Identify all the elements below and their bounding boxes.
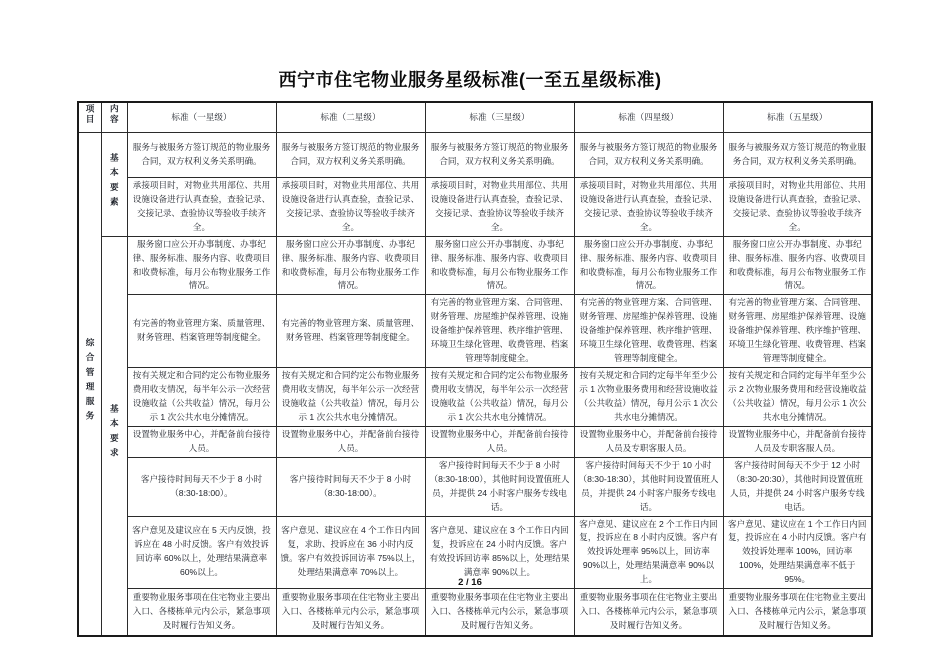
standard-cell: 按有关规定和合同约定每半年至少公示 1 次物业服务费用和经营设施收益（公共收益）情况，每月公示 1 次公共水电分摊情况。 <box>574 367 723 426</box>
standard-cell: 客户意见、建议应在 3 个工作日内回复，投诉应在 24 小时内反馈。客户有效投诉回访率 85%以上，处理结果满意率 90%以上。 <box>425 516 574 589</box>
section-label-basic-requirements: 基本要求 <box>109 403 120 463</box>
table-row <box>78 236 872 295</box>
table-row <box>78 426 872 457</box>
standard-cell: 承接项目时，对物业共用部位、共用设施设备进行认真查验，查验记录、交接记录、查验协议等验收手续齐全。 <box>127 178 276 237</box>
header-content-label: 内容 <box>109 104 120 126</box>
header-project <box>78 102 101 133</box>
standard-cell: 服务与被服务双方签订规范的物业服务合同，双方权利义务关系明确。 <box>723 133 872 178</box>
header-star-4: 标准（四星级） <box>574 102 723 133</box>
header-star-2: 标准（二星级） <box>276 102 425 133</box>
standard-cell: 承接项目时，对物业共用部位、共用设施设备进行认真查验，查验记录、交接记录、查验协议等验收手续齐全。 <box>723 178 872 237</box>
standard-cell: 按有关规定和合同约定公布物业服务费用收支情况，每半年公示一次经营设施收益（公共收益）情况，每月公示 1 次公共水电分摊情况。 <box>127 367 276 426</box>
page-number: 2 / 16 <box>458 577 482 588</box>
standard-cell: 服务窗口应公开办事制度、办事纪律、服务标准、服务内容、收费项目和收费标准，每月公布物业服务工作情况。 <box>574 236 723 295</box>
table-row <box>78 589 872 636</box>
standard-cell: 客户接待时间每天不少于 10 小时（8:30-18:30），其他时间设置值班人员，并提供 24 小时客户服务专线电话。 <box>574 457 723 516</box>
standard-cell: 重要物业服务事项在住宅物业主要出入口、各楼栋单元内公示，紧急事项及时履行告知义务。 <box>276 589 425 636</box>
standard-cell: 承接项目时，对物业共用部位、共用设施设备进行认真查验，查验记录、交接记录、查验协议等验收手续齐全。 <box>574 178 723 237</box>
standard-cell: 服务窗口应公开办事制度、办事纪律、服务标准、服务内容、收费项目和收费标准，每月公布物业服务工作情况。 <box>425 236 574 295</box>
section-cell <box>101 236 127 635</box>
header-row <box>78 102 872 133</box>
standard-cell: 服务与被服务方签订规范的物业服务合同，双方权利义务关系明确。 <box>425 133 574 178</box>
standard-cell: 有完善的物业管理方案、合同管理、财务管理、房屋维护保养管理、设施设备维护保养管理、秩序维护管理、环境卫生绿化管理、收费管理、档案管理等制度健全。 <box>425 295 574 368</box>
standard-cell: 服务与被服务方签订规范的物业服务合同，双方权利义务关系明确。 <box>574 133 723 178</box>
standard-cell: 服务窗口应公开办事制度、办事纪律、服务标准、服务内容、收费项目和收费标准，每月公布物业服务工作情况。 <box>723 236 872 295</box>
header-star-5: 标准（五星级） <box>723 102 872 133</box>
standard-cell: 客户接待时间每天不少于 8 小时（8:30-18:00），其他时间设置值班人员，并提供 24 小时客户服务专线电话。 <box>425 457 574 516</box>
document-title: 西宁市住宅物业服务星级标准(一至五星级标准) <box>278 70 662 90</box>
standard-cell: 客户意见、建议应在 2 个工作日内回复，投诉应在 8 小时内反馈。客户有效投诉处理率 95%以上，回访率 90%以上，处理结果满意率 90%以上。 <box>574 516 723 589</box>
standard-cell: 服务窗口应公开办事制度、办事纪律、服务标准、服务内容、收费项目和收费标准，每月公布物业服务工作情况。 <box>127 236 276 295</box>
standard-cell: 服务窗口应公开办事制度、办事纪律、服务标准、服务内容、收费项目和收费标准，每月公布物业服务工作情况。 <box>276 236 425 295</box>
standard-cell: 承接项目时，对物业共用部位、共用设施设备进行认真查验，查验记录、交接记录、查验协议等验收手续齐全。 <box>425 178 574 237</box>
standard-cell: 有完善的物业管理方案、合同管理、财务管理、房屋维护保养管理、设施设备维护保养管理、秩序维护管理、环境卫生绿化管理、收费管理、档案管理等制度健全。 <box>574 295 723 368</box>
category-label: 综合管理服务 <box>85 337 96 426</box>
standard-cell: 有完善的物业管理方案、合同管理、财务管理、房屋维护保养管理、设施设备维护保养管理、秩序维护管理、环境卫生绿化管理、收费管理、档案管理等制度健全。 <box>723 295 872 368</box>
header-content <box>101 102 127 133</box>
standard-cell: 客户接待时间每天不少于 8 小时（8:30-18:00）。 <box>276 457 425 516</box>
section-cell <box>101 133 127 237</box>
standard-cell: 按有关规定和合同约定每半年至少公示 2 次物业服务费用和经营设施收益（公共收益）情况，每月公示 1 次公共水电分摊情况。 <box>723 367 872 426</box>
standard-cell: 设置物业服务中心，并配备前台接待人员。 <box>425 426 574 457</box>
standard-cell: 承接项目时，对物业共用部位、共用设施设备进行认真查验，查验记录、交接记录、查验协议等验收手续齐全。 <box>276 178 425 237</box>
table-row <box>78 457 872 516</box>
table-row <box>78 295 872 368</box>
standard-cell: 服务与被服务方签订规范的物业服务合同，双方权利义务关系明确。 <box>127 133 276 178</box>
standard-cell: 客户意见、建议应在 4 个工作日内回复，求助、投诉应在 36 小时内反馈。客户有效投诉回访率 75%以上，处理结果满意率 70%以上。 <box>276 516 425 589</box>
standard-cell: 客户接待时间每天不少于 8 小时（8:30-18:00）。 <box>127 457 276 516</box>
header-project-label: 项目 <box>85 104 96 126</box>
standard-cell: 按有关规定和合同约定公布物业服务费用收支情况，每半年公示一次经营设施收益（公共收益）情况，每月公示 1 次公共水电分摊情况。 <box>276 367 425 426</box>
standard-cell: 客户意见、建议应在 1 个工作日内回复，投诉应在 4 小时内反馈。客户有效投诉处理率 100%，回访率 100%，处理结果满意率不低于 95%。 <box>723 516 872 589</box>
standard-cell: 设置物业服务中心，并配备前台接待人员及专职客服人员。 <box>574 426 723 457</box>
category-cell <box>78 133 101 636</box>
standard-cell: 服务与被服务方签订规范的物业服务合同，双方权利义务关系明确。 <box>276 133 425 178</box>
standard-cell: 设置物业服务中心，并配备前台接待人员。 <box>276 426 425 457</box>
header-star-3: 标准（三星级） <box>425 102 574 133</box>
star-standards-table <box>77 101 873 637</box>
standard-cell: 客户接待时间每天不少于 12 小时（8:30-20:30），其他时间设置值班人员，并提供 24 小时客户服务专线电话。 <box>723 457 872 516</box>
standard-cell: 客户意见及建议应在 5 天内反馈，投诉应在 48 小时反馈。客户有效投诉回访率 60%以上，处理结果满意率 60%以上。 <box>127 516 276 589</box>
standard-cell: 重要物业服务事项在住宅物业主要出入口、各楼栋单元内公示，紧急事项及时履行告知义务。 <box>127 589 276 636</box>
standard-cell: 有完善的物业管理方案、质量管理、财务管理、档案管理等制度健全。 <box>276 295 425 368</box>
standard-cell: 重要物业服务事项在住宅物业主要出入口、各楼栋单元内公示，紧急事项及时履行告知义务。 <box>723 589 872 636</box>
table-row <box>78 133 872 178</box>
header-star-1: 标准（一星级） <box>127 102 276 133</box>
standard-cell: 设置物业服务中心，并配备前台接待人员。 <box>127 426 276 457</box>
standard-cell: 按有关规定和合同约定公布物业服务费用收支情况，每半年公示一次经营设施收益（公共收益）情况，每月公示 1 次公共水电分摊情况。 <box>425 367 574 426</box>
table-row <box>78 367 872 426</box>
standard-cell: 有完善的物业管理方案、质量管理、财务管理、档案管理等制度健全。 <box>127 295 276 368</box>
section-label-basic-elements: 基本要素 <box>109 152 120 212</box>
standard-cell: 重要物业服务事项在住宅物业主要出入口、各楼栋单元内公示，紧急事项及时履行告知义务。 <box>425 589 574 636</box>
standard-cell: 设置物业服务中心，并配备前台接待人员及专职客服人员。 <box>723 426 872 457</box>
table-row <box>78 178 872 237</box>
standard-cell: 重要物业服务事项在住宅物业主要出入口、各楼栋单元内公示，紧急事项及时履行告知义务。 <box>574 589 723 636</box>
